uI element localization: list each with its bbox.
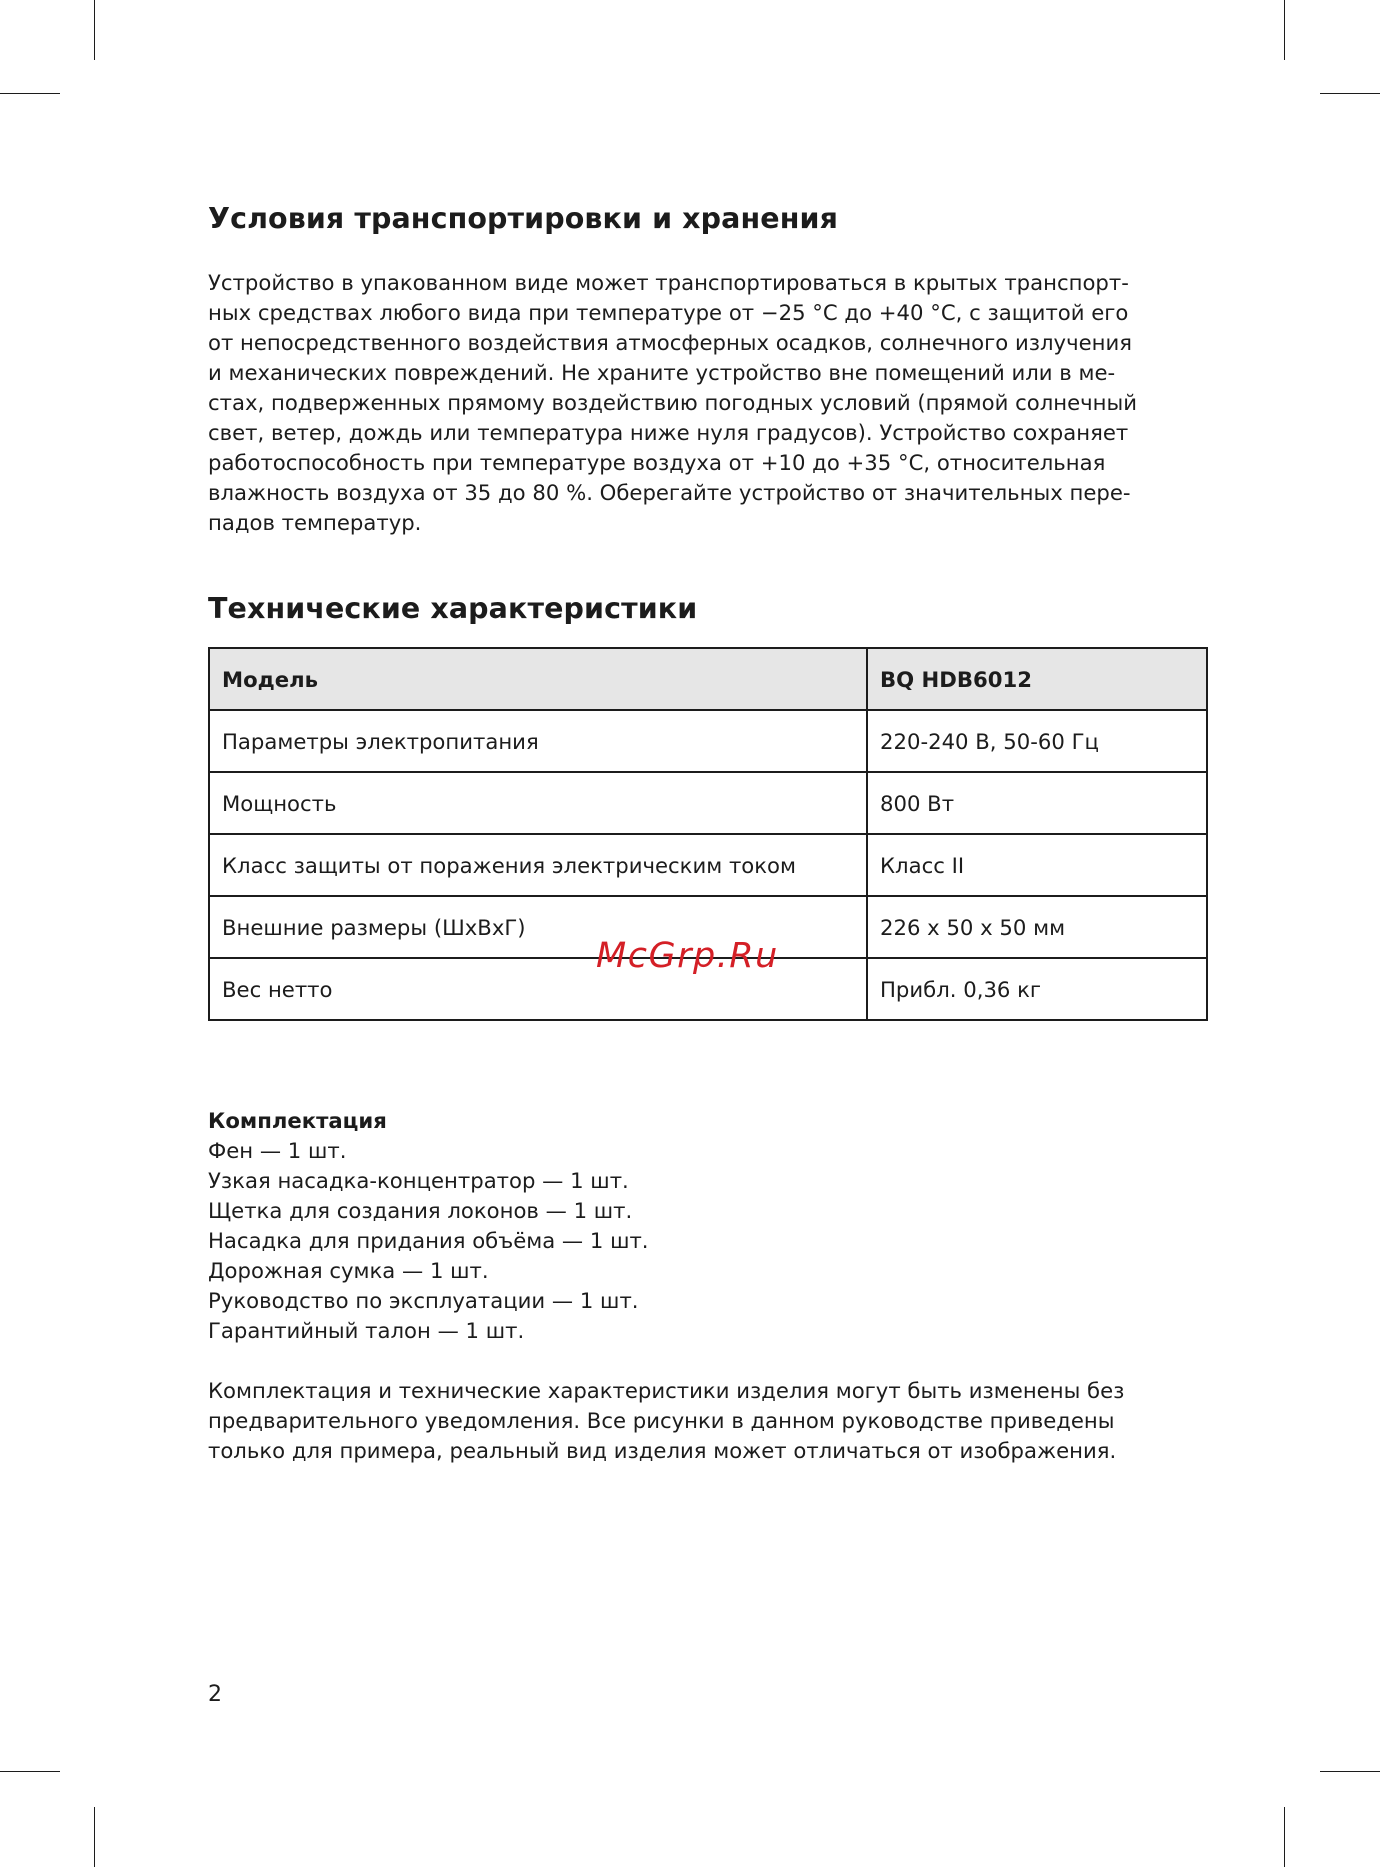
transport-heading: Условия транспортировки и хранения <box>208 202 838 235</box>
paragraph-line: влажность воздуха от 35 до 80 %. Оберегайте устройство от значительных пере- <box>208 480 1131 505</box>
list-item: Насадка для придания объёма — 1 шт. <box>208 1228 649 1253</box>
table-cell-value: 220-240 В, 50-60 Гц <box>867 710 1207 772</box>
watermark-logo: McGrp.Ru <box>596 936 779 976</box>
table-cell-label: Параметры электропитания <box>209 710 867 772</box>
crop-mark <box>1284 0 1285 60</box>
table-cell-value: 226 x 50 x 50 мм <box>867 896 1207 958</box>
list-item: Дорожная сумка — 1 шт. <box>208 1258 489 1283</box>
table-cell-label: Мощность <box>209 772 867 834</box>
crop-mark <box>94 0 95 60</box>
crop-mark <box>0 1771 60 1772</box>
table-header-row <box>209 648 1207 710</box>
specs-heading: Технические характеристики <box>208 592 698 625</box>
paragraph-line: работоспособность при температуре воздуха от +10 до +35 °C, относительная <box>208 450 1106 475</box>
paragraph-line: свет, ветер, дождь или температура ниже нуля градусов). Устройство сохраняет <box>208 420 1129 445</box>
crop-mark <box>0 93 60 94</box>
table-row <box>209 710 1207 772</box>
list-item: Фен — 1 шт. <box>208 1138 347 1163</box>
kit-title: Комплектация <box>208 1108 387 1133</box>
paragraph-line: только для примера, реальный вид изделия может отличаться от изображения. <box>208 1438 1117 1463</box>
crop-mark <box>94 1807 95 1867</box>
table-cell-label: Класс защиты от поражения электрическим током <box>209 834 867 896</box>
table-row <box>209 772 1207 834</box>
kit-section <box>208 1106 649 1346</box>
paragraph-line: падов температур. <box>208 510 422 535</box>
list-item: Щетка для создания локонов — 1 шт. <box>208 1198 633 1223</box>
paragraph-line: ных средствах любого вида при температуре от −25 °C до +40 °C, с защитой его <box>208 300 1129 325</box>
list-item: Руководство по эксплуатации — 1 шт. <box>208 1288 639 1313</box>
table-cell-value: Класс II <box>867 834 1207 896</box>
table-cell-label: Вес нетто <box>209 958 867 1020</box>
table-cell-label: Внешние размеры (ШхВхГ) <box>209 896 867 958</box>
list-item: Гарантийный талон — 1 шт. <box>208 1318 525 1343</box>
crop-mark <box>1320 1771 1380 1772</box>
crop-mark <box>1284 1807 1285 1867</box>
table-row <box>209 834 1207 896</box>
paragraph-line: стах, подверженных прямому воздействию погодных условий (прямой солнечный <box>208 390 1138 415</box>
note-paragraph <box>208 1376 1124 1466</box>
list-item: Узкая насадка-концентратор — 1 шт. <box>208 1168 629 1193</box>
table-cell-value: 800 Вт <box>867 772 1207 834</box>
table-cell-label: Модель <box>209 648 867 710</box>
paragraph-line: и механических повреждений. Не храните устройство вне помещений или в ме- <box>208 360 1116 385</box>
paragraph-line: Устройство в упакованном виде может транспортироваться в крытых транспорт- <box>208 270 1129 295</box>
paragraph-line: от непосредственного воздействия атмосферных осадков, солнечного излучения <box>208 330 1133 355</box>
crop-mark <box>1320 93 1380 94</box>
paragraph-line: предварительного уведомления. Все рисунки в данном руководстве приведены <box>208 1408 1115 1433</box>
page-number: 2 <box>208 1682 222 1707</box>
paragraph-line: Комплектация и технические характеристики изделия могут быть изменены без <box>208 1378 1125 1403</box>
table-cell-value: BQ HDB6012 <box>867 648 1207 710</box>
transport-paragraph <box>208 268 1137 538</box>
table-cell-value: Прибл. 0,36 кг <box>867 958 1207 1020</box>
